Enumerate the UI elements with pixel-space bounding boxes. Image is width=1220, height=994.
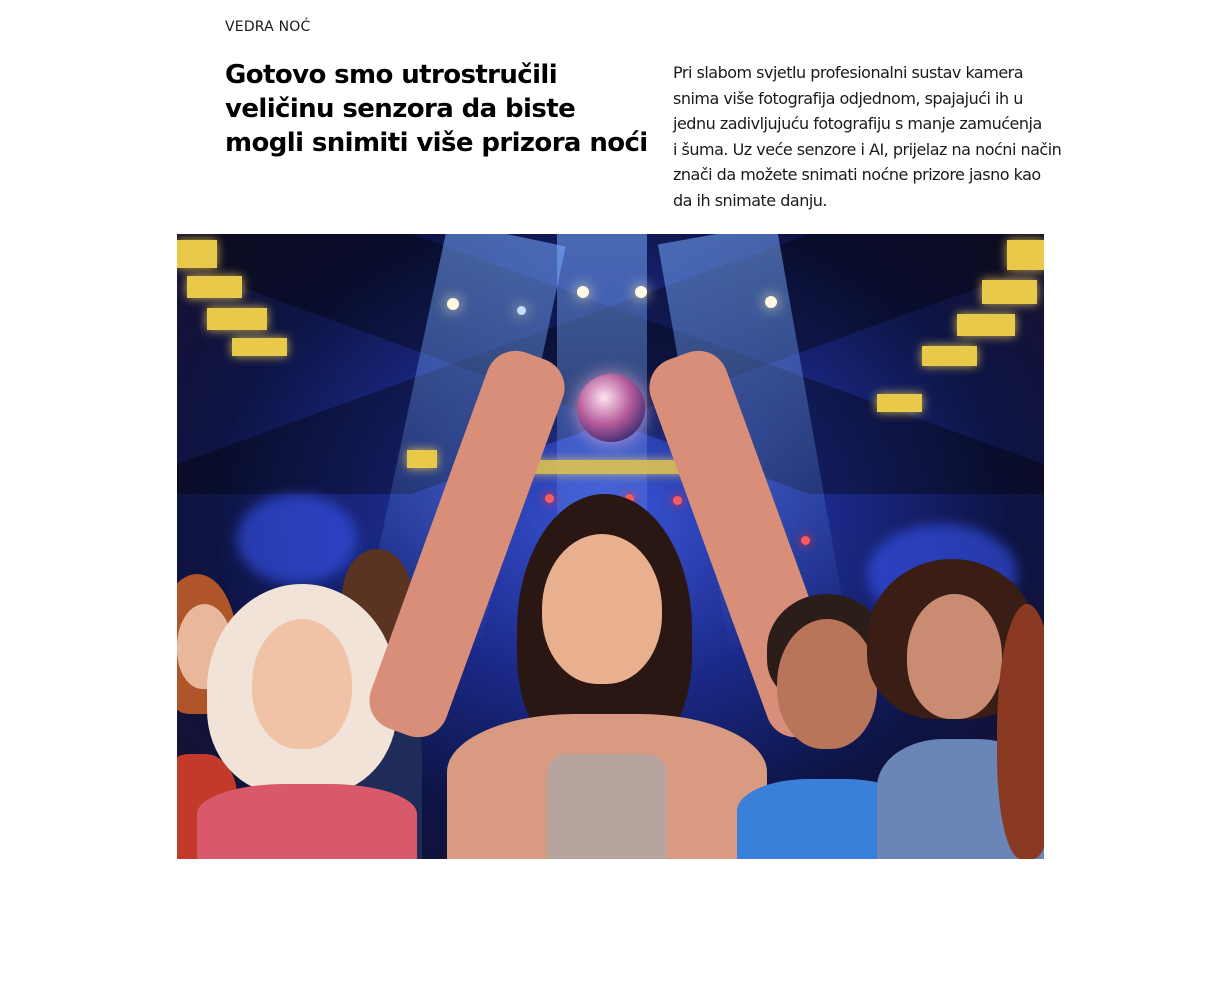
description-line: snima više fotografija odjednom, spajajući ih u	[673, 88, 1023, 108]
description-line: jednu zadivljujuću fotografiju s manje zamućenja	[673, 114, 1042, 133]
ceiling-panel	[207, 308, 267, 330]
body-shape	[197, 784, 417, 859]
ceiling-panel	[982, 280, 1037, 304]
section-headline	[225, 58, 648, 160]
section-description	[673, 60, 1073, 213]
face-shape	[542, 534, 662, 684]
ceiling-panel	[1007, 240, 1044, 270]
person-right-edge	[997, 604, 1044, 859]
description-line: Pri slabom svjetlu profesionalni sustav kamera	[673, 63, 1024, 82]
section-eyebrow: VEDRA NOĆ	[225, 19, 311, 35]
ceiling-panel	[877, 394, 922, 412]
ceiling-panel	[187, 276, 242, 298]
face-shape	[777, 619, 877, 749]
ceiling-panel	[957, 314, 1015, 336]
description-line: i šuma. Uz veće senzore i AI, prijelaz na noćni način	[673, 139, 1062, 159]
description-line: znači da možete snimati noćne prizore jasno kao	[673, 165, 1041, 184]
face-shape	[252, 619, 352, 749]
ceiling-panel	[232, 338, 287, 356]
person-blonde	[207, 584, 397, 859]
ceiling-panel	[177, 240, 217, 268]
face-shape	[907, 594, 1002, 719]
shirt-shape	[547, 754, 667, 859]
ceiling-panel	[922, 346, 977, 366]
description-line: da ih snimate danju.	[673, 190, 828, 210]
hair-shape	[997, 604, 1044, 859]
headline-line: Gotovo smo utrostručili	[225, 60, 558, 90]
hero-night-photo	[177, 234, 1044, 859]
headline-line: mogli snimiti više prizora noći	[225, 128, 648, 158]
headline-line: veličinu senzora da biste	[225, 94, 576, 124]
